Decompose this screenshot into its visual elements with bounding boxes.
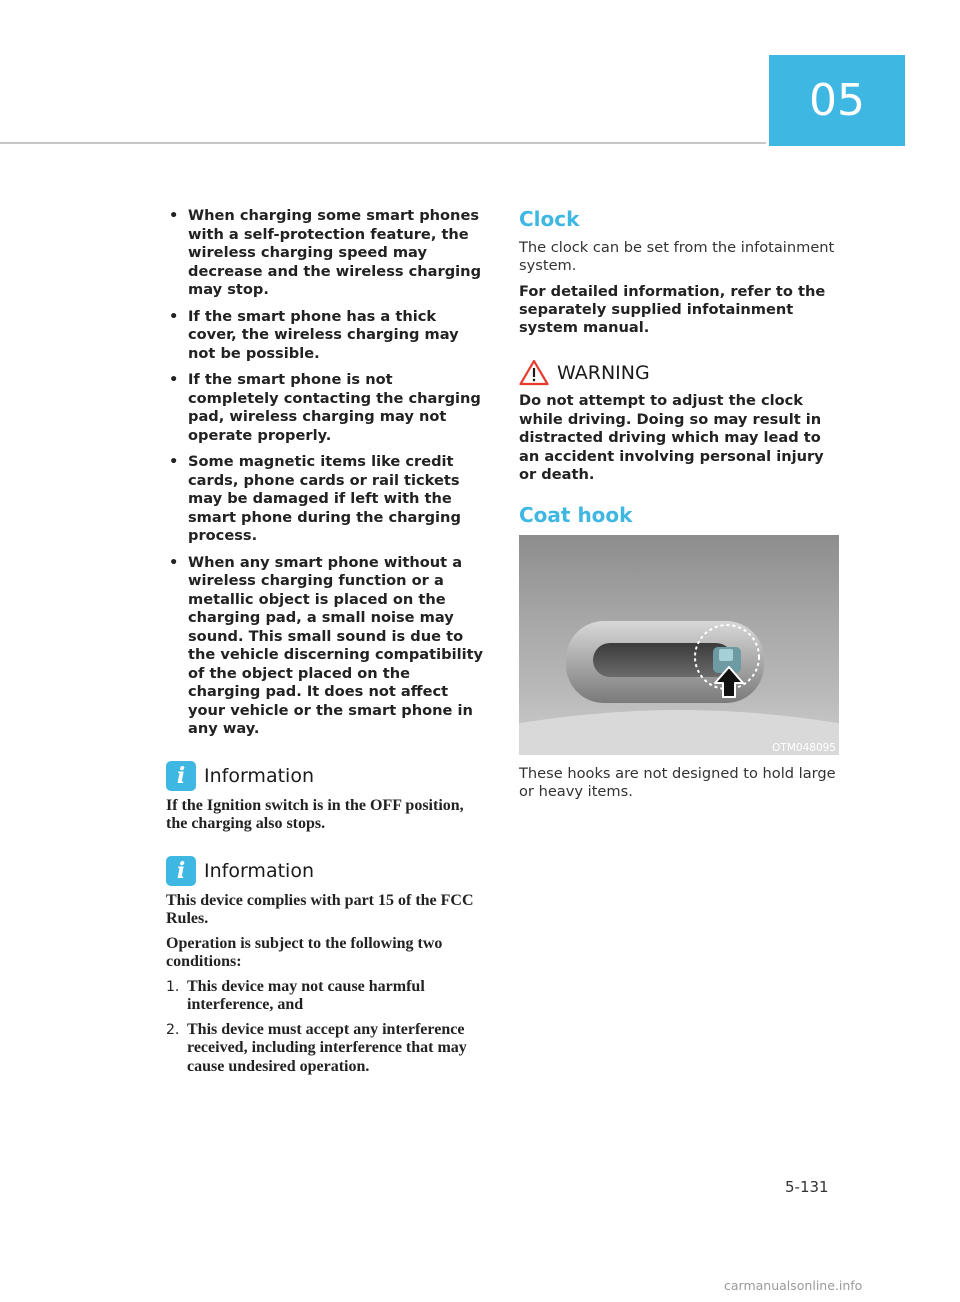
section-title-clock: Clock bbox=[519, 207, 580, 231]
right-column bbox=[519, 207, 839, 809]
warning-header bbox=[519, 359, 839, 386]
info-header-1 bbox=[166, 761, 486, 791]
list-item: 2. This device must accept any interference received, including interference that may cause undesired operation. bbox=[166, 1020, 467, 1075]
left-column bbox=[166, 207, 486, 1082]
info-icon: i bbox=[166, 856, 196, 886]
item-number: 2. bbox=[166, 1021, 180, 1038]
info-paragraph: This device complies with part 15 of the FCC Rules. bbox=[166, 891, 474, 927]
coat-hook-caption: These hooks are not designed to hold large or heavy items. bbox=[519, 764, 836, 800]
coat-hook-illustration bbox=[519, 535, 839, 755]
info-text: If the Ignition switch is in the OFF position, the charging also stops. bbox=[166, 796, 464, 832]
list-item: • If the smart phone has a thick cover, the wireless charging may not be possible. bbox=[169, 307, 459, 362]
section-title-coat-hook: Coat hook bbox=[519, 502, 633, 527]
conditions-list bbox=[166, 978, 486, 1077]
clock-reference-text: For detailed information, refer to the separately supplied infotainment system manual. bbox=[519, 283, 826, 336]
bullet-icon: • bbox=[169, 453, 179, 470]
clock-text: The clock can be set from the infotainment system. bbox=[519, 239, 835, 274]
list-item: • When any smart phone without a wireless charging function or a metallic object is placed on the charging pad, a small noise may sound. This small sound is due to the vehicle discerning compatibility of the object placed on the charging pad. It does not affect your vehicle or the smart phone in any way. bbox=[169, 553, 484, 737]
warning-text: Do not attempt to adjust the clock while driving. Doing so may result in distracted driving which may lead to an accident involving personal injury or death. bbox=[519, 392, 824, 483]
coat-hook-photo bbox=[519, 535, 839, 755]
info-title: Information bbox=[204, 859, 314, 882]
info-icon: i bbox=[166, 761, 196, 791]
charging-notes-list bbox=[166, 207, 486, 739]
info-title: Information bbox=[204, 764, 314, 787]
info-paragraph: Operation is subject to the following two conditions: bbox=[166, 934, 443, 970]
list-item: 1. This device may not cause harmful interference, and bbox=[166, 977, 425, 1013]
chapter-tab: 05 bbox=[769, 55, 905, 146]
bullet-icon: • bbox=[169, 553, 179, 571]
list-item: • Some magnetic items like credit cards, phone cards or rail tickets may be damaged if left with the smart phone during the charging process. bbox=[169, 453, 461, 544]
watermark: carmanualsonline.info bbox=[724, 1278, 863, 1293]
list-item: • When charging some smart phones with a self-protection feature, the wireless charging speed may decrease and the wireless charging may stop. bbox=[169, 207, 482, 298]
image-code: OTM048095 bbox=[772, 741, 836, 754]
list-item: • If the smart phone is not completely contacting the charging pad, wireless charging may not operate properly. bbox=[169, 371, 481, 444]
item-number: 1. bbox=[166, 978, 180, 995]
header-rule bbox=[0, 142, 766, 144]
warning-title: WARNING bbox=[557, 361, 650, 384]
info-header-2 bbox=[166, 856, 486, 886]
warning-triangle-icon bbox=[519, 359, 549, 386]
page-number: 5-131 bbox=[785, 1178, 829, 1196]
bullet-icon: • bbox=[169, 207, 179, 224]
bullet-icon: • bbox=[169, 307, 179, 325]
bullet-icon: • bbox=[169, 371, 179, 388]
